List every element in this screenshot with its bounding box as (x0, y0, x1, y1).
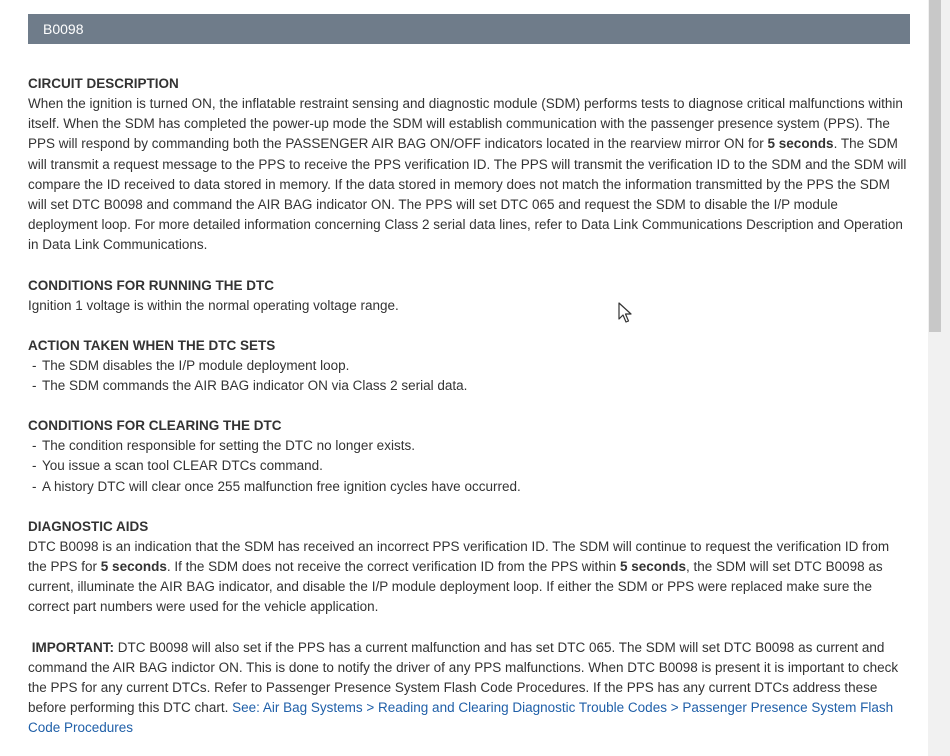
bold-text: 5 seconds (100, 559, 167, 575)
dash-marker: - (32, 357, 37, 373)
dash-marker: - (32, 458, 37, 474)
bold-text: 5 seconds (767, 136, 834, 152)
section-heading: CIRCUIT DESCRIPTION (28, 76, 179, 91)
document-content (28, 14, 910, 739)
section-heading: DIAGNOSTIC AIDS (28, 518, 149, 534)
dash-marker: - (32, 478, 37, 494)
important-text: DTC B0098 will also set if the PPS has a current malfunction and has set DTC 065. The SDM will set DTC B0098 as current and command the AIR BAG indictor ON. This is done to notify the driver of any PPS malfunctions. When DTC B0098 is present it is important to check the PPS for any current DTCs. Refer to Passenger Presence System Flash Code Procedures. If the PPS has any current DTCs address these before performing this DTC chart. (28, 639, 899, 716)
section-paragraph (28, 94, 910, 256)
list-item-text: The SDM disables the I/P module deployment loop. (42, 357, 350, 373)
text-run: . The SDM will transmit a request message to the PPS to receive the PPS verification ID. The PPS will transmit the verification ID to the SDM and the SDM will compare the ID received to data stored in memory. If the data stored in memory does not match the information transmitted by the PPS the SDM will set DTC B0098 and command the AIR BAG indicator ON. The PPS will set DTC 065 and request the SDM to disable the I/P module deployment loop. For more detailed information concerning Class 2 serial data lines, refer to Data Link Communications Description and Operation in Data Link Communications. (28, 136, 907, 253)
list-item-text: The condition responsible for setting the DTC no longer exists. (42, 438, 415, 454)
bullet-list (28, 436, 910, 497)
section-heading: CONDITIONS FOR RUNNING THE DTC (28, 277, 274, 293)
text-run: , the SDM will set DTC B0098 as current, illuminate the AIR BAG indicator, and disable the I/P module deployment loop. If either the SDM or PPS were replaced make sure the correct part numbers were used for the vehicle application. (28, 559, 883, 615)
list-item-text: A history DTC will clear once 255 malfunction free ignition cycles have occurred. (42, 478, 521, 494)
list-item-text: The SDM commands the AIR BAG indicator ON via Class 2 serial data. (42, 378, 468, 394)
list-item-text: You issue a scan tool CLEAR DTCs command. (42, 458, 323, 474)
list-item (28, 477, 910, 497)
text-run: When the ignition is turned ON, the inflatable restraint sensing and diagnostic module (SDM) performs tests to diagnose critical malfunctions within itself. When the SDM has completed the power-up mode the SDM will establish communication with the passenger presence system (PPS). The PPS will respond by commanding both the PASSENGER AIR BAG ON/OFF indicators located in the rearview mirror ON for (28, 96, 903, 152)
dash-marker: - (32, 438, 37, 454)
section-circuit-description (28, 74, 910, 256)
dash-marker: - (32, 378, 37, 394)
section-heading: CONDITIONS FOR CLEARING THE DTC (28, 418, 282, 434)
bullet-list (28, 356, 910, 396)
section-action-taken (28, 336, 910, 396)
section-diagnostic-aids (28, 517, 910, 739)
scrollbar-thumb[interactable] (929, 0, 941, 332)
section-conditions-running (28, 276, 910, 316)
page-title-bar (28, 14, 910, 44)
list-item (28, 356, 910, 376)
important-note (28, 638, 910, 739)
important-label: IMPORTANT: (31, 639, 115, 655)
mouse-pointer-icon (618, 302, 634, 324)
section-paragraph: Ignition 1 voltage is within the normal operating voltage range. (28, 297, 399, 313)
section-conditions-clearing (28, 416, 910, 497)
text-run: . If the SDM does not receive the correct verification ID from the PPS within (166, 559, 621, 575)
list-item (28, 436, 910, 456)
flash-code-procedures-link[interactable]: See: Air Bag Systems > Reading and Clearing Diagnostic Trouble Codes > Passenger Presence System Flash Code Procedures (28, 700, 894, 736)
list-item (28, 456, 910, 476)
section-paragraph (28, 537, 910, 618)
bold-text: 5 seconds (620, 559, 687, 575)
section-heading: ACTION TAKEN WHEN THE DTC SETS (28, 337, 276, 353)
vertical-scrollbar[interactable] (928, 0, 950, 756)
list-item (28, 376, 910, 396)
page-title: B0098 (43, 21, 84, 37)
text-run: DTC B0098 is an indication that the SDM has received an incorrect PPS verification ID. The SDM will continue to request the verification ID from the PPS for (28, 538, 890, 575)
